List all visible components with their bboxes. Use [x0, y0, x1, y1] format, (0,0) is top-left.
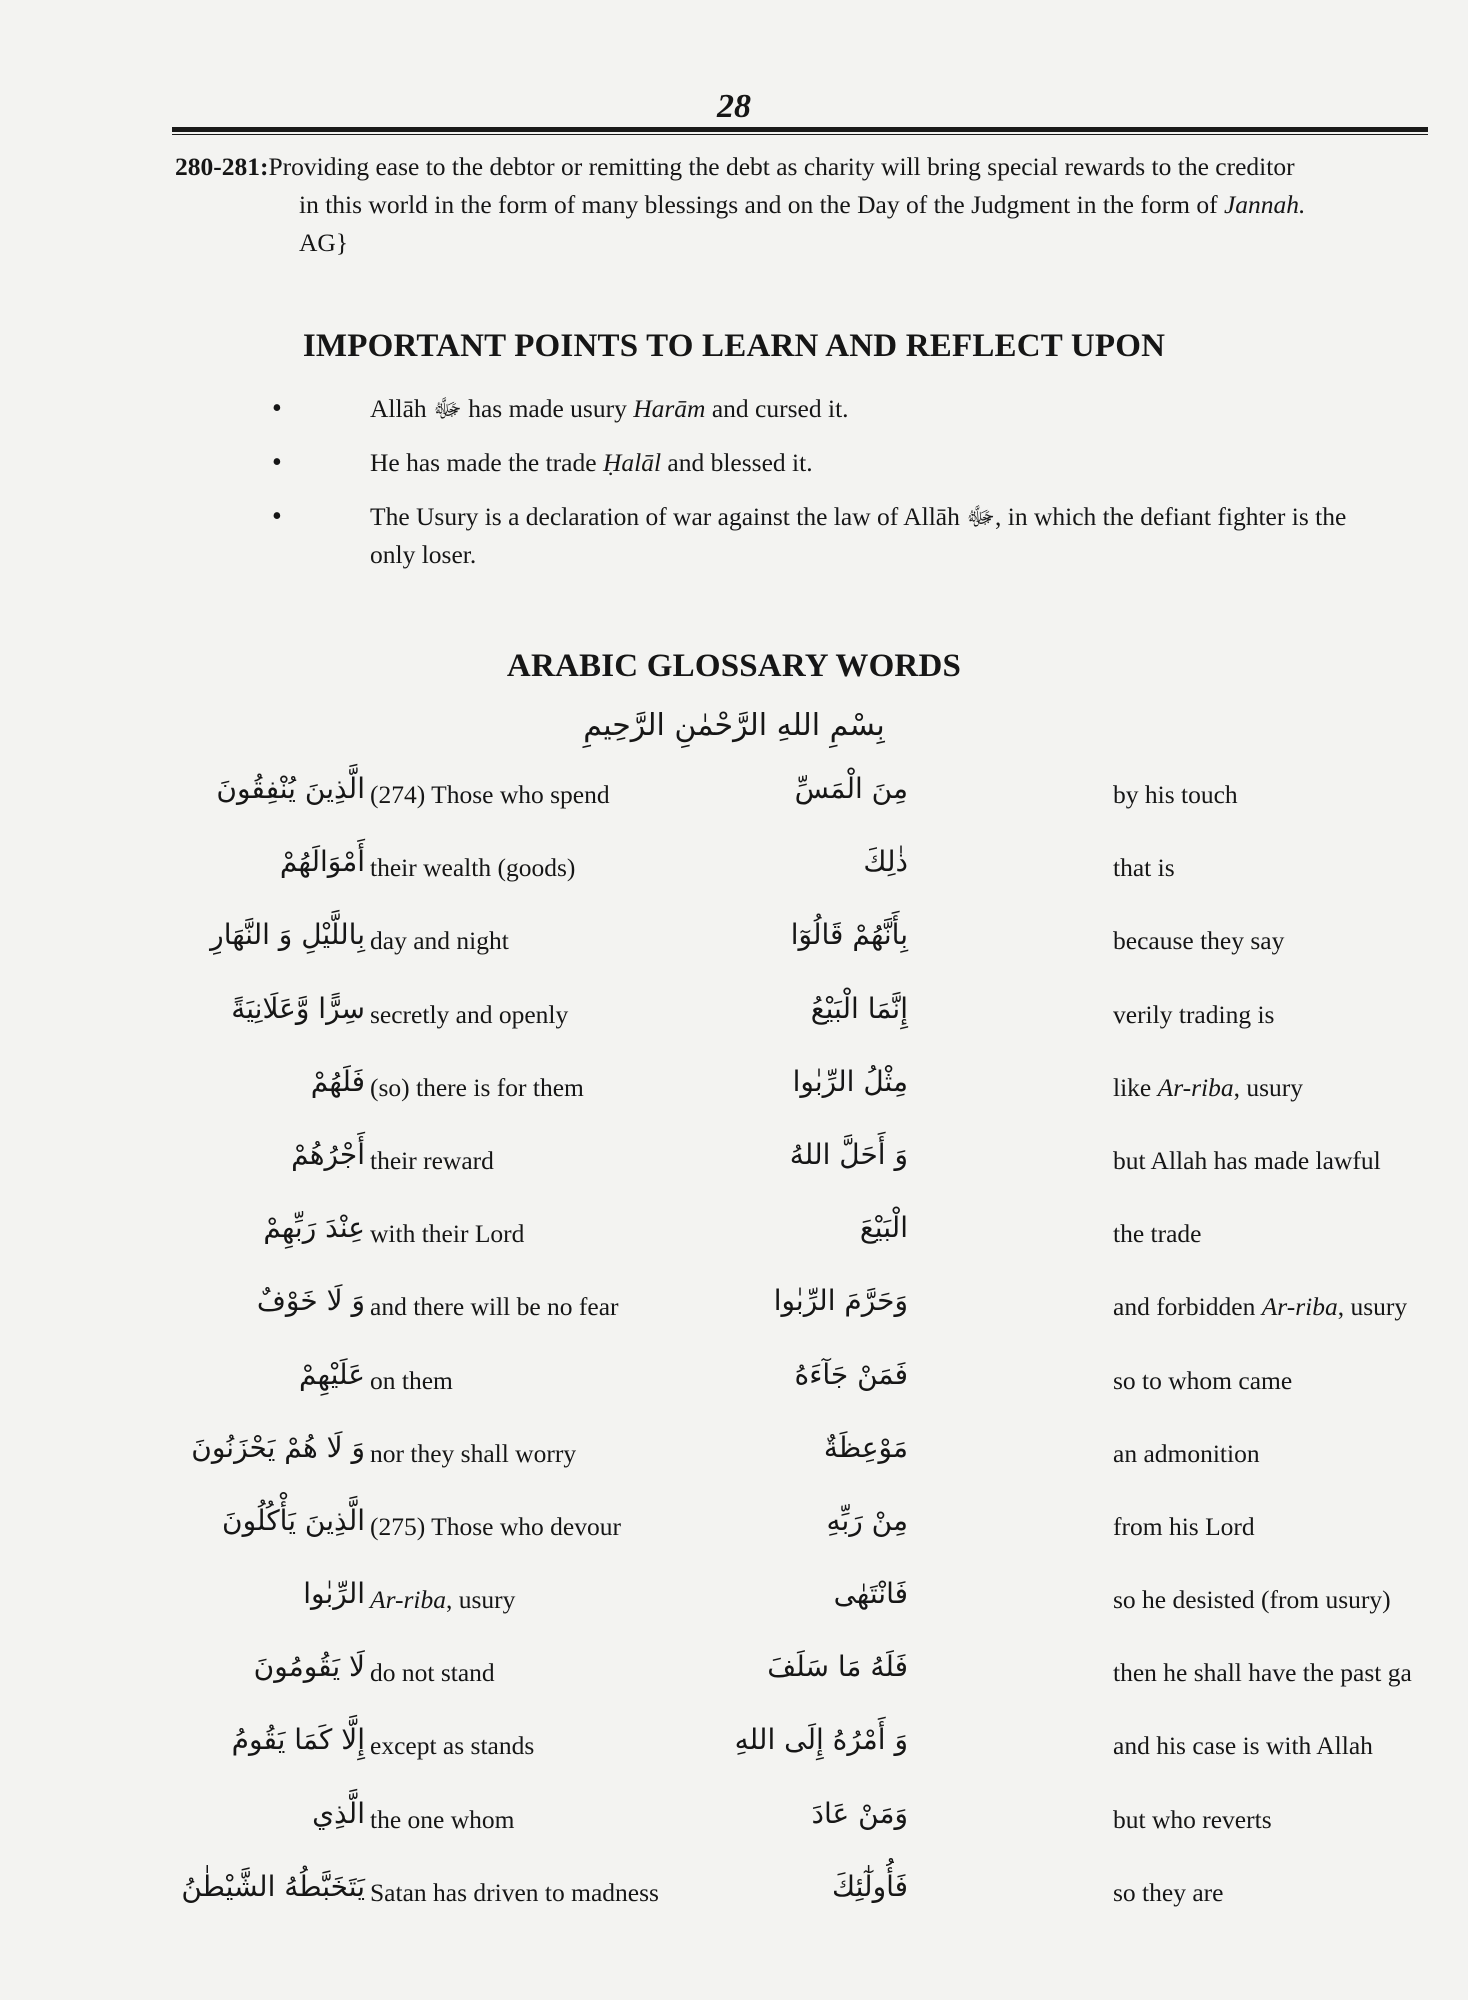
- glossary-english-meaning: [1113, 1146, 1381, 1176]
- point-item: [272, 444, 1372, 482]
- point-italic: Ḥalāl: [602, 448, 662, 477]
- point-text-end: and blessed it.: [661, 448, 813, 477]
- glossary-row: [0, 1280, 1468, 1353]
- glossary-meaning-text: from his Lord: [1113, 1511, 1255, 1541]
- glossary-english-meaning: [370, 780, 610, 810]
- glossary-english-meaning: [1113, 853, 1175, 883]
- point-text-end: and cursed it.: [705, 394, 849, 423]
- glossary-english-meaning: [1113, 1512, 1255, 1542]
- basmala: بِسْمِ اللهِ الرَّحْمٰنِ الرَّحِيمِ: [583, 708, 885, 743]
- glossary-english-meaning: [1113, 926, 1284, 956]
- glossary-arabic-term: فَانْتَهٰى: [833, 1577, 908, 1611]
- glossary-arabic-term: فَمَنْ جَآءَهُ: [794, 1357, 908, 1391]
- note-text-2: in this world in the form of many blessings and on the Day of the Judgment in the form of: [299, 190, 1224, 219]
- glossary-row: [0, 1646, 1468, 1719]
- glossary-arabic-term: عِنْدَ رَبِّهِمْ: [263, 1211, 365, 1245]
- glossary-arabic-term: يَتَخَبَّطُهُ الشَّيْطٰنُ: [181, 1869, 365, 1903]
- glossary-arabic-term: بِاللَّيْلِ وَ النَّهَارِ: [210, 918, 365, 952]
- glossary-english-meaning: [1113, 1805, 1272, 1835]
- glossary-arabic-term: أَجْرُهُمْ: [291, 1137, 365, 1171]
- glossary-arabic-term: مَوْعِظَةٌ: [823, 1430, 908, 1464]
- glossary-meaning-text: do not stand: [370, 1658, 495, 1688]
- glossary-arabic-term: الْبَيْعَ: [859, 1211, 908, 1245]
- bullet-icon: •: [272, 447, 282, 478]
- glossary-row: [0, 841, 1468, 914]
- note-reference: 280-281:: [175, 152, 269, 181]
- glossary-row: [0, 1793, 1468, 1866]
- glossary-arabic-term: وَحَرَّمَ الرِّبٰوا: [773, 1284, 908, 1318]
- note-line-1: [175, 148, 1445, 186]
- point-item: [272, 390, 1372, 428]
- glossary-row: [0, 768, 1468, 841]
- glossary-english-meaning: [1113, 1878, 1223, 1908]
- glossary-meaning-text: and his case is with Allah: [1113, 1731, 1373, 1761]
- glossary-italic-term: Ar-riba: [1261, 1292, 1338, 1322]
- note-italic-jannah: Jannah.: [1223, 190, 1306, 219]
- glossary-meaning-text: nor they shall worry: [370, 1438, 577, 1468]
- glossary-english-meaning: [370, 1219, 524, 1249]
- glossary-english-meaning: [370, 1146, 494, 1176]
- glossary-arabic-term: ذٰلِكَ: [863, 845, 908, 879]
- glossary-meaning-text: because they say: [1113, 926, 1285, 956]
- glossary-meaning-text: by his touch: [1113, 780, 1238, 809]
- glossary-arabic-term: الَّذِينَ يُنْفِقُونَ: [216, 772, 365, 805]
- glossary-meaning-text: but Allah has made lawful: [1113, 1145, 1381, 1175]
- glossary-arabic-term: فَلَهُ مَا سَلَفَ: [767, 1650, 908, 1684]
- glossary-row: [0, 1866, 1468, 1939]
- glossary-row: [0, 1061, 1468, 1134]
- glossary-arabic-term: بِأَنَّهُمْ قَالُوٓا: [790, 918, 908, 952]
- glossary-meaning-text: (275) Those who devour: [370, 1511, 621, 1541]
- glossary-table: [0, 768, 1468, 1939]
- point-text: The Usury is a declaration of war against the law of Allāh ﷻ, in which the defiant fighter is the only loser.: [370, 502, 1347, 569]
- glossary-meaning-text: and there will be no fear: [370, 1292, 619, 1322]
- header-rule-thin: [172, 134, 1428, 135]
- glossary-arabic-term: الرِّبٰوا: [303, 1577, 365, 1611]
- glossary-english-meaning: [370, 926, 509, 956]
- glossary-row: [0, 1427, 1468, 1500]
- glossary-meaning-text: on them: [370, 1365, 453, 1395]
- header-rule: [172, 127, 1428, 132]
- glossary-english-meaning: [370, 1731, 534, 1761]
- glossary-english-meaning: [370, 1073, 584, 1103]
- glossary-meaning-text: their reward: [370, 1145, 494, 1175]
- glossary-meaning-text: Satan has driven to madness: [370, 1877, 659, 1907]
- glossary-row: [0, 1134, 1468, 1207]
- glossary-meaning-text: so he desisted (from usury): [1113, 1585, 1391, 1615]
- glossary-english-meaning: [1113, 1439, 1260, 1469]
- glossary-heading: ARABIC GLOSSARY WORDS: [506, 648, 962, 684]
- glossary-english-meaning: [1113, 780, 1238, 810]
- glossary-meaning-text: , usury: [446, 1585, 516, 1615]
- glossary-arabic-term: سِرًّا وَّعَلَانِيَةً: [231, 991, 365, 1025]
- glossary-english-meaning: [370, 1878, 659, 1908]
- glossary-meaning-text: their wealth (goods): [370, 853, 576, 883]
- glossary-english-meaning: [370, 1439, 576, 1469]
- glossary-meaning-text: (274) Those who spend: [370, 780, 610, 809]
- glossary-english-meaning: [370, 1512, 621, 1542]
- glossary-english-meaning: [1113, 1073, 1303, 1103]
- glossary-english-meaning: [1113, 1366, 1292, 1396]
- glossary-arabic-term: الَّذِينَ يَأْكُلُونَ: [222, 1503, 365, 1537]
- glossary-english-meaning: [1113, 1585, 1391, 1615]
- glossary-english-meaning: [1113, 1731, 1373, 1761]
- glossary-english-meaning: [1113, 1658, 1412, 1688]
- glossary-meaning-text: the one whom: [370, 1804, 515, 1834]
- glossary-row: [0, 1207, 1468, 1280]
- glossary-arabic-term: لَا يَقُومُونَ: [253, 1650, 365, 1684]
- bullet-icon: •: [272, 393, 282, 424]
- glossary-italic-term: Ar-riba: [1157, 1072, 1234, 1102]
- glossary-meaning-text: that is: [1113, 853, 1175, 883]
- important-points-heading: IMPORTANT POINTS TO LEARN AND REFLECT UPON: [302, 328, 1166, 364]
- glossary-arabic-term: وَ أَمْرُهُ إِلَى اللهِ: [734, 1723, 908, 1757]
- glossary-meaning-text: but who reverts: [1113, 1804, 1272, 1834]
- glossary-arabic-term: إِلَّا كَمَا يَقُومُ: [231, 1723, 365, 1757]
- glossary-meaning-text: the trade: [1113, 1219, 1202, 1249]
- commentary-note: [175, 148, 1445, 262]
- note-line-3: AG}: [299, 228, 349, 257]
- glossary-arabic-term: مِنَ الْمَسِّ: [794, 772, 908, 805]
- glossary-meaning-text: like: [1113, 1072, 1158, 1102]
- glossary-arabic-term: مِثْلُ الرِّبٰوا: [792, 1064, 908, 1098]
- glossary-arabic-term: وَمَنْ عَادَ: [811, 1796, 908, 1830]
- glossary-arabic-term: وَ أَحَلَّ اللهُ: [789, 1137, 908, 1171]
- glossary-english-meaning: [1113, 1292, 1407, 1322]
- glossary-meaning-text: an admonition: [1113, 1438, 1260, 1468]
- glossary-arabic-term: فَأُولٰٓئِكَ: [831, 1869, 908, 1903]
- glossary-row: [0, 1719, 1468, 1792]
- glossary-italic-term: Ar-riba: [370, 1585, 446, 1615]
- glossary-english-meaning: [370, 853, 575, 883]
- point-item: [272, 498, 1372, 574]
- glossary-arabic-term: أَمْوَالَهُمْ: [279, 845, 365, 879]
- glossary-english-meaning: [1113, 1000, 1274, 1030]
- bullet-icon: •: [272, 501, 282, 532]
- glossary-arabic-term: إِنَّمَا الْبَيْعُ: [810, 991, 908, 1025]
- glossary-meaning-suffix: , usury: [1337, 1292, 1408, 1322]
- glossary-arabic-term: وَ لَا هُمْ يَحْزَنُونَ: [191, 1430, 365, 1464]
- glossary-arabic-term: الَّذِي: [312, 1796, 365, 1830]
- glossary-arabic-term: وَ لَا خَوْفٌ: [256, 1284, 365, 1318]
- glossary-row: [0, 1500, 1468, 1573]
- glossary-english-meaning: [370, 1292, 619, 1322]
- glossary-meaning-text: with their Lord: [370, 1219, 525, 1249]
- glossary-english-meaning: [370, 1585, 515, 1615]
- glossary-english-meaning: [370, 1000, 568, 1030]
- glossary-arabic-term: مِنْ رَبِّهِ: [826, 1503, 908, 1537]
- glossary-meaning-text: so they are: [1113, 1877, 1224, 1907]
- glossary-meaning-text: so to whom came: [1113, 1365, 1293, 1395]
- glossary-meaning-text: day and night: [370, 926, 509, 956]
- glossary-row: [0, 1573, 1468, 1646]
- glossary-row: [0, 1354, 1468, 1427]
- glossary-meaning-text: (so) there is for them: [370, 1072, 584, 1102]
- important-points-list: [272, 390, 1372, 590]
- point-text: Allāh ﷻ has made usury: [370, 394, 634, 423]
- glossary-english-meaning: [1113, 1219, 1202, 1249]
- glossary-meaning-text: secretly and openly: [370, 999, 569, 1029]
- glossary-meaning-text: and forbidden: [1113, 1292, 1262, 1322]
- glossary-meaning-text: verily trading is: [1113, 999, 1275, 1029]
- glossary-arabic-term: فَلَهُمْ: [310, 1064, 365, 1098]
- glossary-arabic-term: عَلَيْهِمْ: [299, 1357, 365, 1391]
- glossary-row: [0, 988, 1468, 1061]
- point-italic: Harām: [633, 394, 706, 423]
- note-line-2: [175, 186, 1445, 224]
- glossary-english-meaning: [370, 1658, 495, 1688]
- glossary-meaning-suffix: , usury: [1233, 1072, 1304, 1102]
- glossary-row: [0, 914, 1468, 987]
- glossary-english-meaning: [370, 1805, 514, 1835]
- point-text: He has made the trade: [370, 448, 603, 477]
- glossary-meaning-text: except as stands: [370, 1731, 535, 1761]
- note-text-1: Providing ease to the debtor or remitting the debt as charity will bring special rewards to the creditor: [268, 152, 1295, 181]
- glossary-meaning-text: then he shall have the past ga: [1113, 1658, 1412, 1688]
- glossary-english-meaning: [370, 1366, 453, 1396]
- page-number: 28: [717, 88, 751, 125]
